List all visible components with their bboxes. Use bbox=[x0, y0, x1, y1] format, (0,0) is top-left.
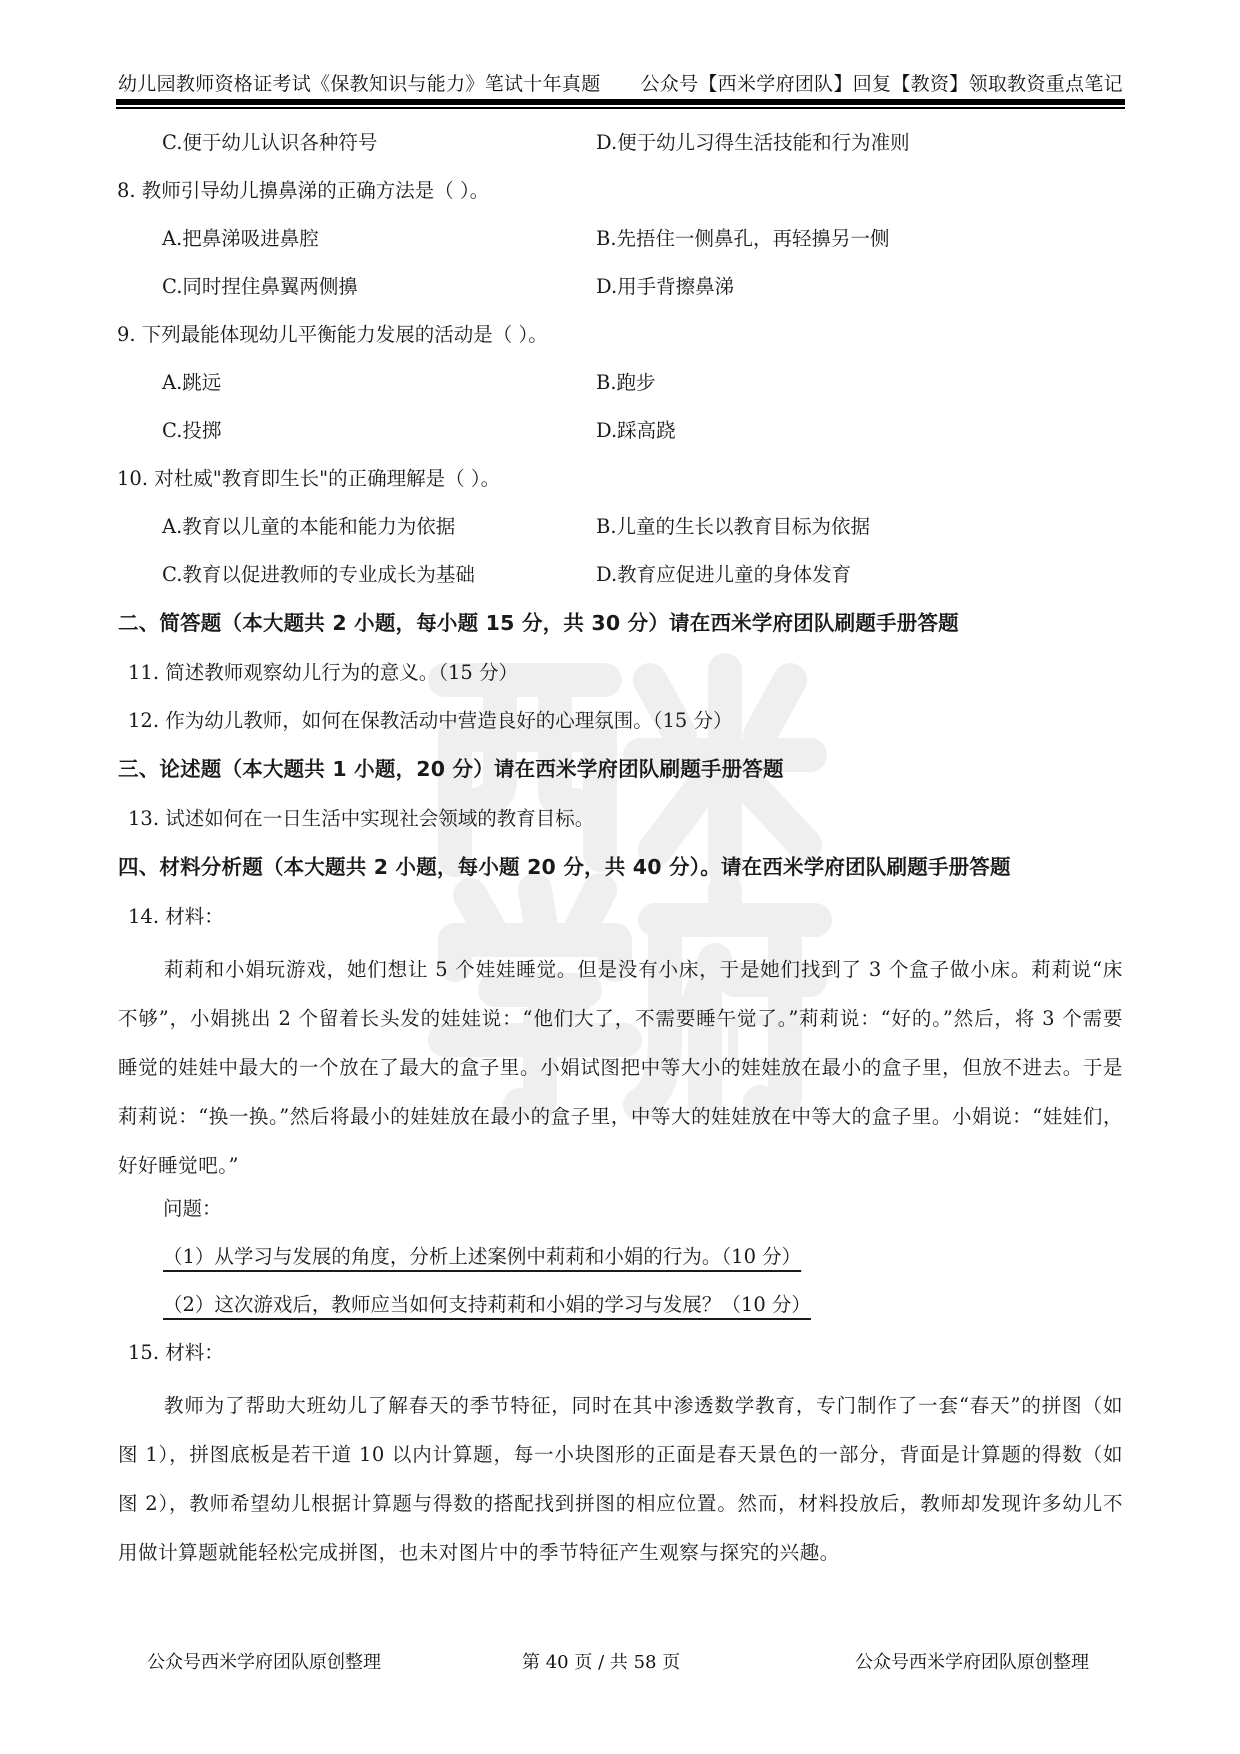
q10-stem: 10. 对杜威"教育即生长"的正确理解是（ ）。 bbox=[117, 467, 501, 490]
q10-option-c: C.教育以促进教师的专业成长为基础 bbox=[162, 563, 475, 586]
section-2-title: 二、简答题（本大题共 2 小题，每小题 15 分，共 30 分）请在西米学府团队刷题手册答题 bbox=[118, 611, 959, 635]
footer-left: 公众号西米学府团队原创整理 bbox=[147, 1652, 381, 1673]
header-promo: 公众号【西米学府团队】回复【教资】领取教资重点笔记 bbox=[640, 73, 1123, 95]
q10-option-d: D.教育应促进儿童的身体发育 bbox=[596, 563, 852, 586]
q9-option-c: C.投掷 bbox=[162, 419, 222, 442]
section-4-title: 四、材料分析题（本大题共 2 小题，每小题 20 分，共 40 分）。请在西米学府团队刷题手册答题 bbox=[118, 855, 1011, 879]
footer-right: 公众号西米学府团队原创整理 bbox=[855, 1652, 1089, 1673]
q14-subquestion-1: （1）从学习与发展的角度，分析上述案例中莉莉和小娟的行为。（10 分） bbox=[163, 1245, 802, 1268]
section-3-title: 三、论述题（本大题共 1 小题，20 分）请在西米学府团队刷题手册答题 bbox=[118, 757, 784, 781]
q8-option-c: C.同时捏住鼻翼两侧擤 bbox=[162, 275, 358, 298]
q10-option-a: A.教育以儿童的本能和能力为依据 bbox=[162, 515, 456, 538]
header-title: 幼儿园教师资格证考试《保教知识与能力》笔试十年真题 bbox=[118, 73, 601, 95]
q9-option-b: B.跑步 bbox=[596, 371, 656, 394]
header-rule-thin bbox=[116, 107, 1125, 109]
q11-stem: 11. 简述教师观察幼儿行为的意义。（15 分） bbox=[128, 661, 518, 684]
header-rule-thick bbox=[116, 99, 1125, 105]
q13-stem: 13. 试述如何在一日生活中实现社会领域的教育目标。 bbox=[128, 807, 595, 830]
q14-label: 14. 材料： bbox=[128, 905, 224, 928]
q10-option-b: B.儿童的生长以教育目标为依据 bbox=[596, 515, 871, 538]
q9-option-d: D.踩高跷 bbox=[596, 419, 676, 442]
q15-material: 教师为了帮助大班幼儿了解春天的季节特征，同时在其中渗透数学教育，专门制作了一套“春天”的拼图（如图 1），拼图底板是若干道 10 以内计算题，每一小块图形的正面是春天景色的一部分，背面是计算题的得数（如图 2），教师希望幼儿根据计算题与得数的搭配找到拼图的相应位置。然而，材料投放后，教师却发现许多幼儿不用做计算题就能轻松完成拼图，也未对图片中的季节特征产生观察与探究的兴趣。 bbox=[118, 1394, 1123, 1564]
q9-stem: 9. 下列最能体现幼儿平衡能力发展的活动是（ ）。 bbox=[117, 323, 548, 346]
page-header bbox=[116, 66, 1125, 110]
q15-label: 15. 材料： bbox=[128, 1341, 224, 1364]
q14-question-label: 问题： bbox=[163, 1197, 222, 1220]
q8-option-b: B.先捂住一侧鼻孔，再轻擤另一侧 bbox=[596, 227, 890, 250]
q7-option-d: D.便于幼儿习得生活技能和行为准则 bbox=[596, 131, 910, 154]
q14-subquestion-2: （2）这次游戏后，教师应当如何支持莉莉和小娟的学习与发展？（10 分） bbox=[163, 1293, 811, 1316]
q14-material: 莉莉和小娟玩游戏，她们想让 5 个娃娃睡觉。但是没有小床，于是她们找到了 3 个盒子做小床。莉莉说“床不够”，小娟挑出 2 个留着长头发的娃娃说：“他们大了，不需要睡午觉了。”莉莉说：“好的。”然后，将 3 个需要睡觉的娃娃中最大的一个放在了最大的盒子里。小娟试图把中等大小的娃娃放在最小的盒子里，但放不进去。于是莉莉说：“换一换。”然后将最小的娃娃放在最小的盒子里，中等大的娃娃放在中等大的盒子里。小娟说：“娃娃们，好好睡觉吧。” bbox=[118, 958, 1123, 1177]
q8-stem: 8. 教师引导幼儿擤鼻涕的正确方法是（ ）。 bbox=[117, 179, 490, 202]
q9-option-a: A.跳远 bbox=[162, 371, 222, 394]
q8-option-d: D.用手背擦鼻涕 bbox=[596, 275, 735, 298]
q8-option-a: A.把鼻涕吸进鼻腔 bbox=[162, 227, 319, 250]
q12-stem: 12. 作为幼儿教师，如何在保教活动中营造良好的心理氛围。（15 分） bbox=[128, 709, 733, 732]
q7-option-c: C.便于幼儿认识各种符号 bbox=[162, 131, 378, 154]
page-number: 第 40 页 / 共 58 页 bbox=[522, 1652, 681, 1673]
